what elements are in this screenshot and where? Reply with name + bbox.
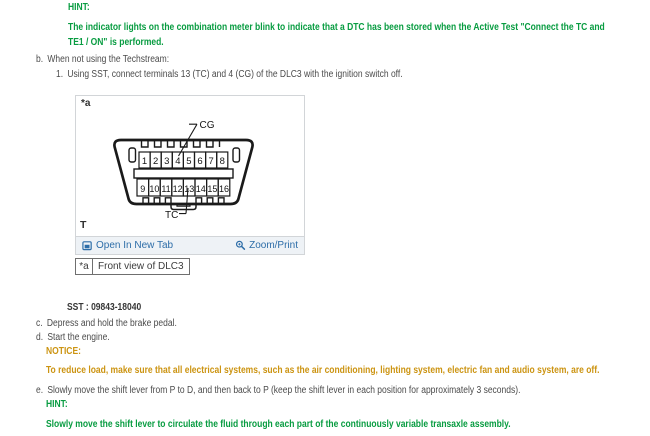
hint-label-top: HINT:: [68, 2, 90, 13]
step-b-marker: b.: [36, 54, 44, 65]
step-c-marker: c.: [36, 318, 43, 329]
dlc3-connector-diagram: [76, 101, 306, 226]
figure-caption: [75, 258, 190, 275]
pin-8-label: 8: [219, 156, 225, 168]
step-b1-marker: 1.: [56, 69, 64, 80]
open-in-new-tab-icon: [82, 240, 93, 251]
step-e-text: Slowly move the shift lever from P to D, and then back to P (keep the shift lever in each position for approximately 3 seconds).: [47, 385, 521, 396]
open-in-new-tab-label: Open In New Tab: [96, 240, 174, 251]
figure-toolbar: [76, 236, 304, 254]
pin-7-label: 7: [208, 156, 214, 168]
step-d-marker: d.: [36, 332, 44, 343]
notice-text: To reduce load, make sure that all electrical systems, such as the air conditioning, lighting system, electric fan and audio system, are off.: [46, 365, 600, 376]
step-d: [36, 332, 110, 343]
pin-5-label: 5: [186, 156, 192, 168]
figure-dlc3: [75, 95, 305, 255]
step-e: [36, 385, 520, 396]
zoom-print-link[interactable]: [235, 240, 298, 251]
pin-9-label: 9: [140, 183, 146, 194]
step-d-text: Start the engine.: [47, 332, 110, 343]
step-b1-text: Using SST, connect terminals 13 (TC) and 4 (CG) of the DLC3 with the ignition switch off.: [67, 69, 403, 80]
zoom-print-label: Zoom/Print: [249, 240, 298, 251]
pin-2-label: 2: [153, 156, 159, 168]
step-e-marker: e.: [36, 385, 44, 396]
caption-key: *a: [75, 258, 93, 275]
caption-value: Front view of DLC3: [93, 258, 190, 275]
step-b-text: When not using the Techstream:: [47, 54, 170, 65]
step-c-text: Depress and hold the brake pedal.: [46, 318, 177, 329]
cg-terminal-label: CG: [199, 120, 215, 131]
pin-3-label: 3: [164, 156, 170, 168]
hint-text-top: The indicator lights on the combination meter blink to indicate that a DTC has been stored when the Active Test "Connect the TC and TE1 / ON" is performed.: [68, 22, 605, 48]
pin-10-label: 10: [149, 183, 160, 194]
step-b1: [56, 69, 403, 80]
pin-15-label: 15: [207, 183, 218, 194]
pin-6-label: 6: [197, 156, 203, 168]
pin-4-label: 4: [175, 156, 181, 168]
figure-ref-label: *a: [81, 98, 91, 109]
hint-text-bottom: Slowly move the shift lever to circulate the fluid through each part of the continuously variable transaxle assembly.: [46, 419, 511, 430]
figure-canvas: [76, 96, 304, 236]
pin-16-label: 16: [218, 183, 230, 194]
hint-label-bottom: HINT:: [46, 399, 68, 410]
pin-11-label: 11: [161, 183, 171, 194]
magnifier-handle: [242, 246, 245, 249]
step-c: [36, 318, 177, 329]
pin-13-label: 13: [184, 183, 195, 194]
step-b: [36, 54, 169, 65]
connector-linework: [114, 124, 252, 213]
open-in-new-tab-link[interactable]: [82, 240, 173, 251]
magnifier-icon: [235, 240, 246, 251]
notice-label: NOTICE:: [46, 346, 81, 357]
magnifier-plus: [238, 243, 240, 245]
tc-terminal-label: TC: [165, 210, 179, 221]
pin-1-label: 1: [141, 156, 148, 168]
sst-number: SST : 09843-18040: [67, 302, 142, 313]
icon-pane: [85, 245, 90, 249]
pin-12-label: 12: [172, 183, 183, 194]
figure-corner-label: T: [80, 219, 87, 231]
pin-14-label: 14: [195, 183, 206, 194]
